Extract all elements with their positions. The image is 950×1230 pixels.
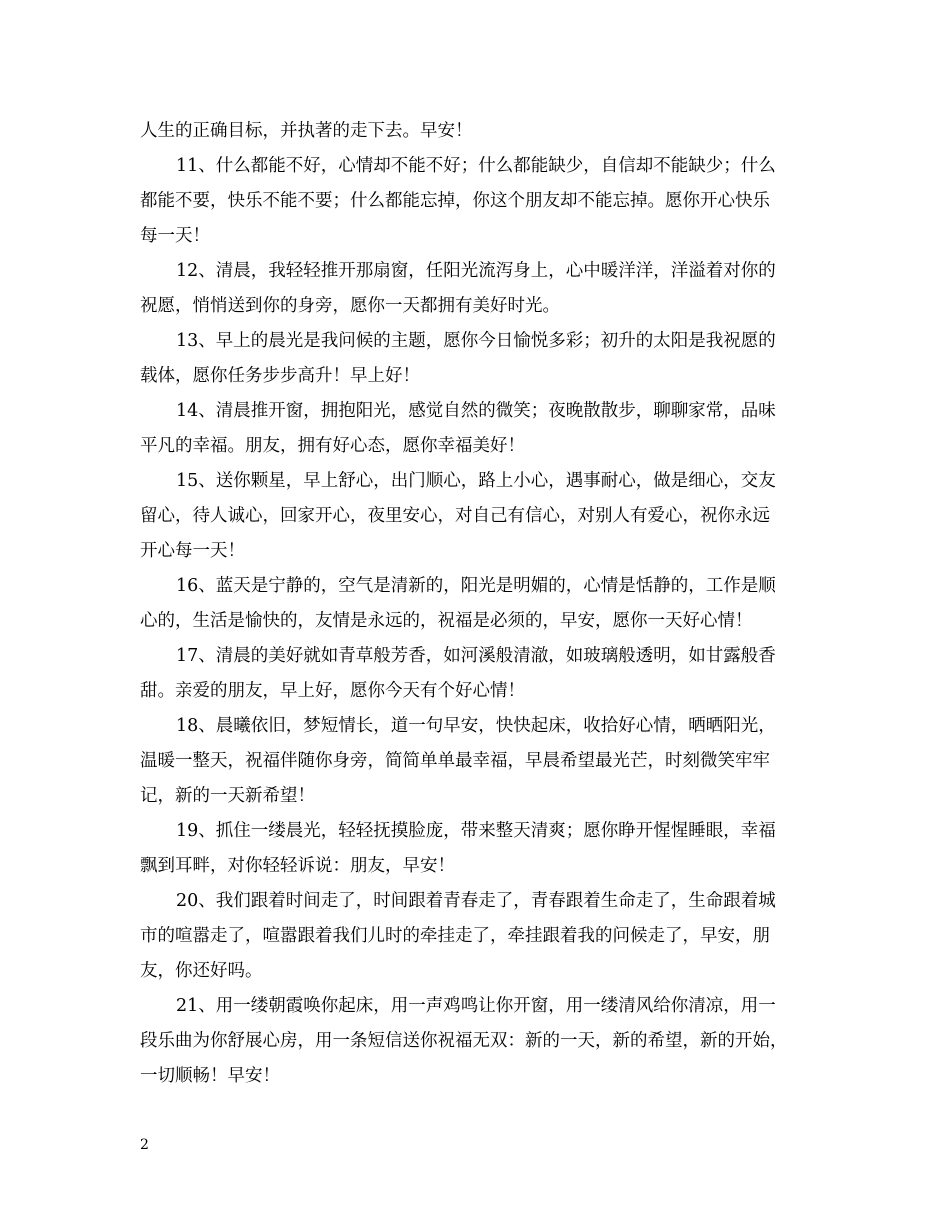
paragraph-21-line-2: 段乐曲为你舒展心房，用一条短信送你祝福无双：新的一天，新的希望，新的开始， bbox=[140, 1031, 788, 1051]
paragraph-17-line-2: 甜。亲爱的朋友，早上好，愿你今天有个好心情！ bbox=[140, 681, 525, 701]
paragraph-13-line-1: 13、早上的晨光是我问候的主题，愿你今日愉悦多彩；初升的太阳是我祝愿的 bbox=[176, 331, 776, 351]
paragraph-15-line-1: 15、送你颗星，早上舒心，出门顺心，路上小心，遇事耐心，做是细心，交友 bbox=[176, 471, 776, 491]
paragraph-20-line-3: 友，你还好吗。 bbox=[140, 961, 263, 981]
paragraph-20-line-2: 市的喧嚣走了，喧嚣跟着我们儿时的牵挂走了，牵挂跟着我的问候走了，早安，朋 bbox=[140, 926, 770, 946]
paragraph-18-line-2: 温暖一整天，祝福伴随你身旁，简简单单最幸福，早晨希望最光芒，时刻微笑牢牢 bbox=[140, 751, 770, 771]
paragraph-11-line-1: 11、什么都能不好，心情却不能不好；什么都能缺少，自信却不能缺少；什么 bbox=[176, 156, 776, 176]
paragraph-13-line-2: 载体，愿你任务步步高升！早上好！ bbox=[140, 366, 420, 386]
paragraph-17-line-1: 17、清晨的美好就如青草般芳香，如河溪般清澈，如玻璃般透明，如甘露般香 bbox=[176, 646, 776, 666]
paragraph-20-line-1: 20、我们跟着时间走了，时间跟着青春走了，青春跟着生命走了，生命跟着城 bbox=[176, 891, 776, 911]
page-number: 2 bbox=[140, 1137, 149, 1153]
paragraph-11-line-2: 都能不要，快乐不能不要；什么都能忘掉，你这个朋友却不能忘掉。愿你开心快乐 bbox=[140, 191, 770, 211]
paragraph-14-line-1: 14、清晨推开窗，拥抱阳光，感觉自然的微笑；夜晚散散步，聊聊家常，品味 bbox=[176, 401, 776, 421]
paragraph-19-line-2: 飘到耳畔，对你轻轻诉说：朋友，早安！ bbox=[140, 856, 455, 876]
paragraph-16-line-1: 16、蓝天是宁静的，空气是清新的，阳光是明媚的，心情是恬静的，工作是顺 bbox=[176, 576, 776, 596]
paragraph-12-line-1: 12、清晨，我轻轻推开那扇窗，任阳光流泻身上，心中暖洋洋，洋溢着对你的 bbox=[176, 261, 776, 281]
paragraph-19-line-1: 19、抓住一缕晨光，轻轻抚摸脸庞，带来整天清爽；愿你睁开惺惺睡眼，幸福 bbox=[176, 821, 776, 841]
text-line: 人生的正确目标，并执著的走下去。早安！ bbox=[140, 121, 473, 141]
paragraph-15-line-2: 留心，待人诚心，回家开心，夜里安心，对自己有信心，对别人有爱心，祝你永远 bbox=[140, 506, 770, 526]
paragraph-12-line-2: 祝愿，悄悄送到你的身旁，愿你一天都拥有美好时光。 bbox=[140, 296, 560, 316]
paragraph-21-line-3: 一切顺畅！早安！ bbox=[140, 1066, 280, 1086]
paragraph-21-line-1: 21、用一缕朝霞唤你起床，用一声鸡鸣让你开窗，用一缕清风给你清凉，用一 bbox=[176, 996, 776, 1016]
paragraph-16-line-2: 心的，生活是愉快的，友情是永远的，祝福是必须的，早安，愿你一天好心情！ bbox=[140, 611, 753, 631]
paragraph-14-line-2: 平凡的幸福。朋友，拥有好心态，愿你幸福美好！ bbox=[140, 436, 525, 456]
paragraph-11-line-3: 每一天！ bbox=[140, 226, 210, 246]
paragraph-15-line-3: 开心每一天！ bbox=[140, 541, 245, 561]
paragraph-18-line-3: 记，新的一天新希望！ bbox=[140, 786, 315, 806]
paragraph-18-line-1: 18、晨曦依旧，梦短情长，道一句早安，快快起床，收拾好心情，晒晒阳光， bbox=[176, 716, 776, 736]
